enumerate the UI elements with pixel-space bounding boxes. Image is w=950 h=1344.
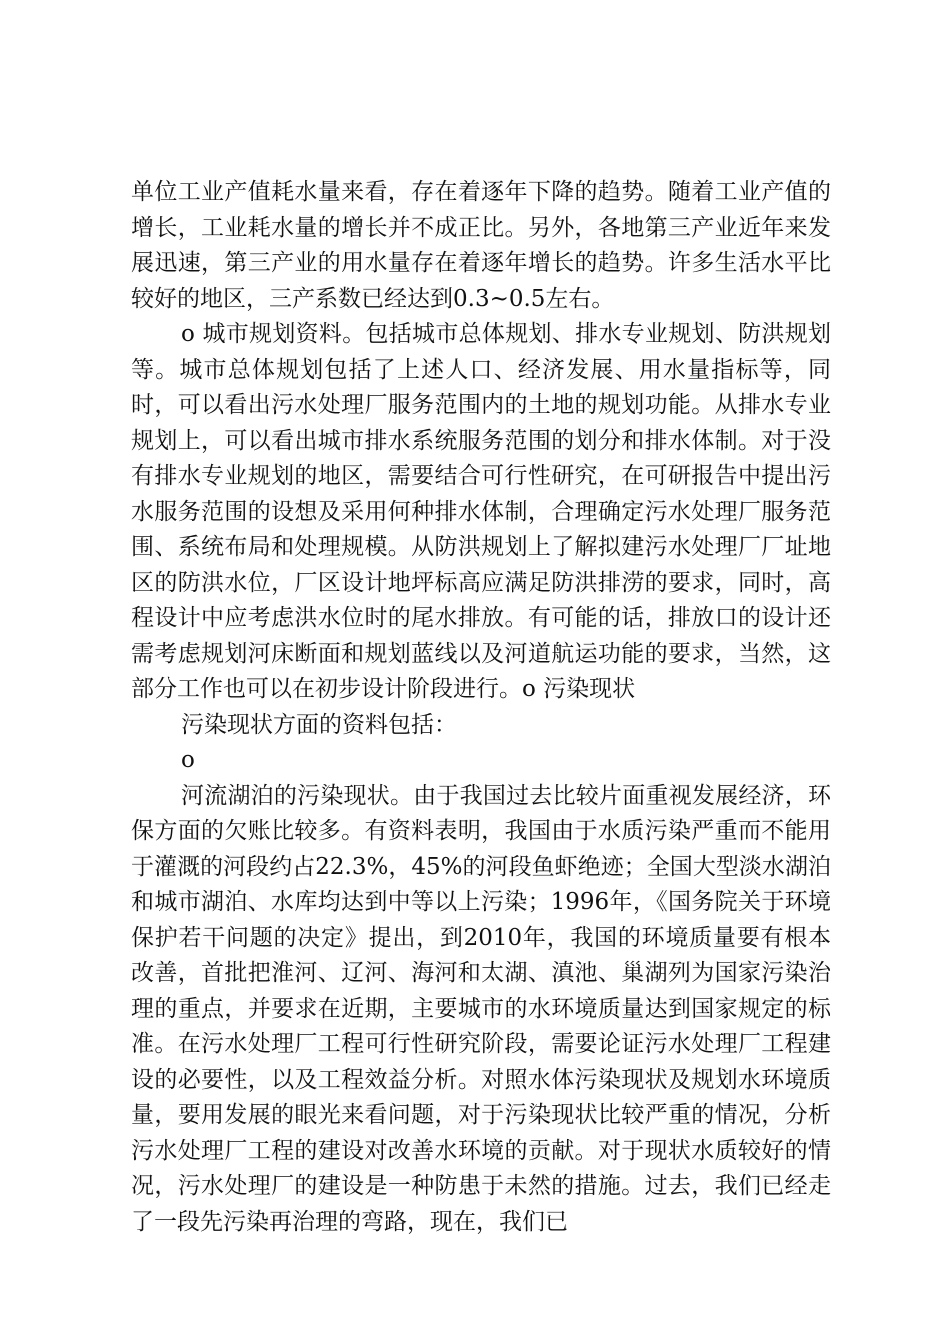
paragraph-bullet-marker: o xyxy=(181,747,195,773)
paragraph-water-consumption: 单位工业产值耗水量来看，存在着逐年下降的趋势。随着工业产值的增长，工业耗水量的增长并不成正比。另外，各地第三产业近年来发展迅速，第三产业的用水量存在着逐年增长的趋势。许多生活水平比较好的地区，三产系数已经达到0.3~0.5左右。 xyxy=(131,179,831,312)
paragraph-urban-planning: o 城市规划资料。包括城市总体规划、排水专业规划、防洪规划等。城市总体规划包括了上述人口、经济发展、用水量指标等，同时，可以看出污水处理厂服务范围内的土地的规划功能。从排水专业规划上，可以看出城市排水系统服务范围的划分和排水体制。对于没有排水专业规划的地区，需要结合可行性研究，在可研报告中提出污水服务范围的设想及采用何种排水体制，合理确定污水处理厂服务范围、系统布局和处理规模。从防洪规划上了解拟建污水处理厂厂址地区的防洪水位，厂区设计地坪标高应满足防洪排涝的要求，同时，高程设计中应考虑洪水位时的尾水排放。有可能的话，排放口的设计还需考虑规划河床断面和规划蓝线以及河道航运功能的要求，当然，这部分工作也可以在初步设计阶段进行。o 污染现状 xyxy=(131,321,831,702)
document-page xyxy=(131,175,831,1240)
paragraph-river-lake-pollution: 河流湖泊的污染现状。由于我国过去比较片面重视发展经济，环保方面的欠账比较多。有资料表明，我国由于水质污染严重而不能用于灌溉的河段约占22.3%，45%的河段鱼虾绝迹；全国大型淡水湖泊和城市湖泊、水库均达到中等以上污染；1996年，《国务院关于环境保护若干问题的决定》提出，到2010年，我国的环境质量要有根本改善，首批把淮河、辽河、海河和太湖、滇池、巢湖列为国家污染治理的重点，并要求在近期，主要城市的水环境质量达到国家规定的标准。在污水处理厂工程可行性研究阶段，需要论证污水处理厂工程建设的必要性，以及工程效益分析。对照水体污染现状及规划水环境质量，要用发展的眼光来看问题，对于污染现状比较严重的情况，分析污水处理厂工程的建设对改善水环境的贡献。对于现状水质较好的情况，污水处理厂的建设是一种防患于未然的措施。过去，我们已经走了一段先污染再治理的弯路，现在，我们已 xyxy=(131,782,831,1235)
paragraph-pollution-intro: 污染现状方面的资料包括： xyxy=(181,711,457,738)
